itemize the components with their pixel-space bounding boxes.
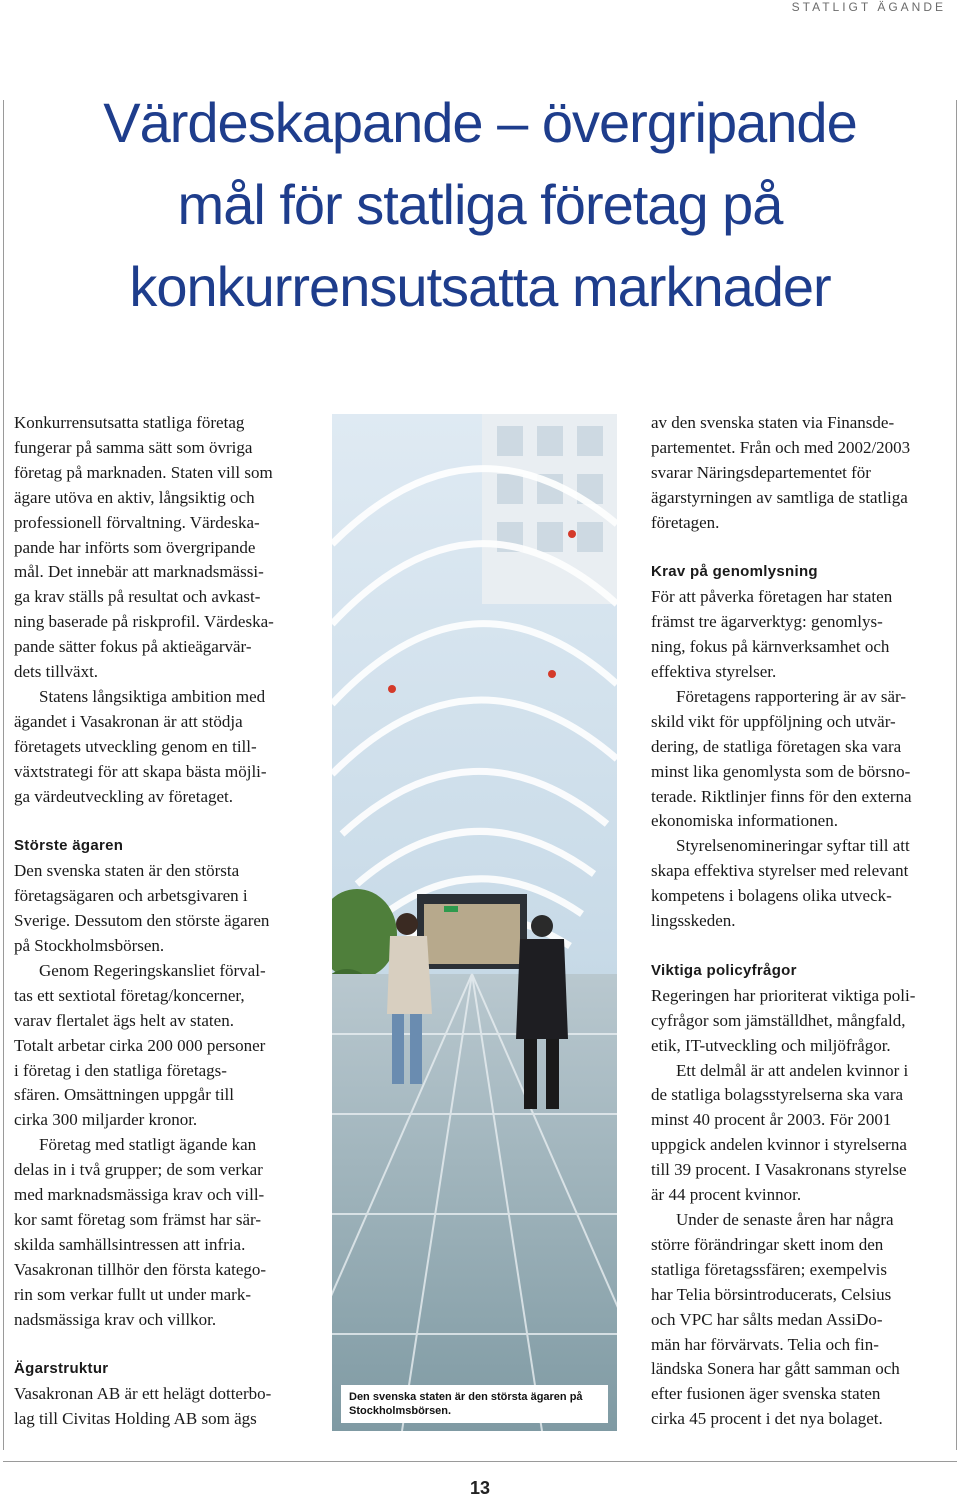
paragraph: av den svenska staten via Finansde- partementet. Från och med 2002/2003 svarar Näringsdepartementet för ägarstyrningen av samtliga de statliga företagen. (651, 413, 911, 532)
paragraph: Den svenska staten är den största företagsägaren och arbetsgivaren i Sverige. Dessutom den störste ägaren på Stockholmsbörsen. (14, 861, 270, 956)
paragraph: Företag med statligt ägande kan delas in i två grupper; de som verkar med marknadsmässiga krav och vill- kor samt företag som främst har sär- skilda samhällsintressen att infria. Vasakronan tillhör den första katego- rin som verkar fullt ut under mark- nadsmässiga krav och villkor. (14, 1135, 267, 1329)
section-label: STATLIGT ÄGANDE (791, 0, 946, 14)
heading-viktiga-policyfragor: Viktiga policyfrågor (651, 961, 797, 979)
heading-agarstruktur: Ägarstruktur (14, 1360, 109, 1378)
left-column (14, 411, 316, 1432)
paragraph: Genom Regeringskansliet förval- tas ett sextiotal företag/koncerner, varav flertalet ägs helt av staten. Totalt arbetar cirka 200 000 personer i företag i den statliga företags- sfären. Omsättningen uppgår till cirka 300 miljarder kronor. (14, 960, 266, 1130)
title-line: mål för statliga företag på (177, 173, 783, 236)
title-line: Värdeskapande – övergripande (103, 91, 857, 154)
footer-rule (3, 1461, 957, 1462)
right-column (651, 411, 943, 1432)
photo-corridor-icon (332, 414, 617, 1431)
corridor-photo (332, 414, 617, 1431)
paragraph: För att påverka företagen har staten främst tre ägarverktyg: genomlys- ning, fokus på kärnverksamhet och effektiva styrelser. (651, 587, 893, 682)
title-line: konkurrensutsatta marknader (129, 255, 831, 318)
paragraph: Företagens rapportering är av sär- skild vikt för uppföljning och utvär- dering, de statliga företagen ska vara minst lika genomlysta som de börsno- terade. Riktlinjer finns för den externa ekonomiska informationen. (651, 686, 912, 831)
paragraph: Ett delmål är att andelen kvinnor i de statliga bolagsstyrelserna ska vara minst 40 procent år 2003. För 2001 uppgick andelen kvinnor i styrelserna till 39 procent. I Vasakronans styrelse är 44 procent kvinnor. (651, 1060, 909, 1205)
photo-caption: Den svenska staten är den största ägaren på Stockholmsbörsen. (341, 1385, 608, 1423)
intro-paragraph: Konkurrensutsatta statliga företag fungerar på samma sätt som övriga företag på marknaden. Staten vill som ägare utöva en aktiv, långsiktig och professionell förvaltning. Värdeska- pande har införts som övergripande mål. Det innebär att marknadsmässi- ga krav ställs på resultat och avkast- ning baserade på riskprofil. Värdeska- pande sätter fokus på aktieägarvär- dets tillväxt. (14, 413, 274, 682)
page-number: 13 (469, 1478, 491, 1498)
paragraph: Vasakronan AB är ett helägt dotterbo- lag till Civitas Holding AB som ägs (14, 1384, 272, 1429)
page-title (0, 82, 960, 328)
paragraph: Regeringen har prioriterat viktiga poli- cyfrågor som jämställdhet, mångfald, etik, IT-utveckling och miljöfrågor. (651, 985, 916, 1055)
intro-paragraph-2: Statens långsiktiga ambition med ägandet i Vasakronan är att stödja företagets utveckling genom en till- växtstrategi för att skapa bästa möjli- ga värdeutveckling av företaget. (14, 686, 267, 806)
heading-storste-agaren: Störste ägaren (14, 837, 124, 855)
paragraph: Under de senaste åren har några större förändringar skett inom den statliga företagssfären; exempelvis har Telia börsintroducerats, Celsius och VPC har sålts medan AssiDo- män har förvärvats. Telia och fin- ländska Sonera har gått samman och efter fusionen äger svenska staten cirka 45 procent i det nya bolaget. (651, 1209, 900, 1429)
heading-krav-pa-genomlysning: Krav på genomlysning (651, 563, 818, 581)
paragraph: Styrelsenomineringar syftar till att skapa effektiva styrelser med relevant kompetens i bolagens olika utveck- lingsskeden. (651, 836, 910, 931)
